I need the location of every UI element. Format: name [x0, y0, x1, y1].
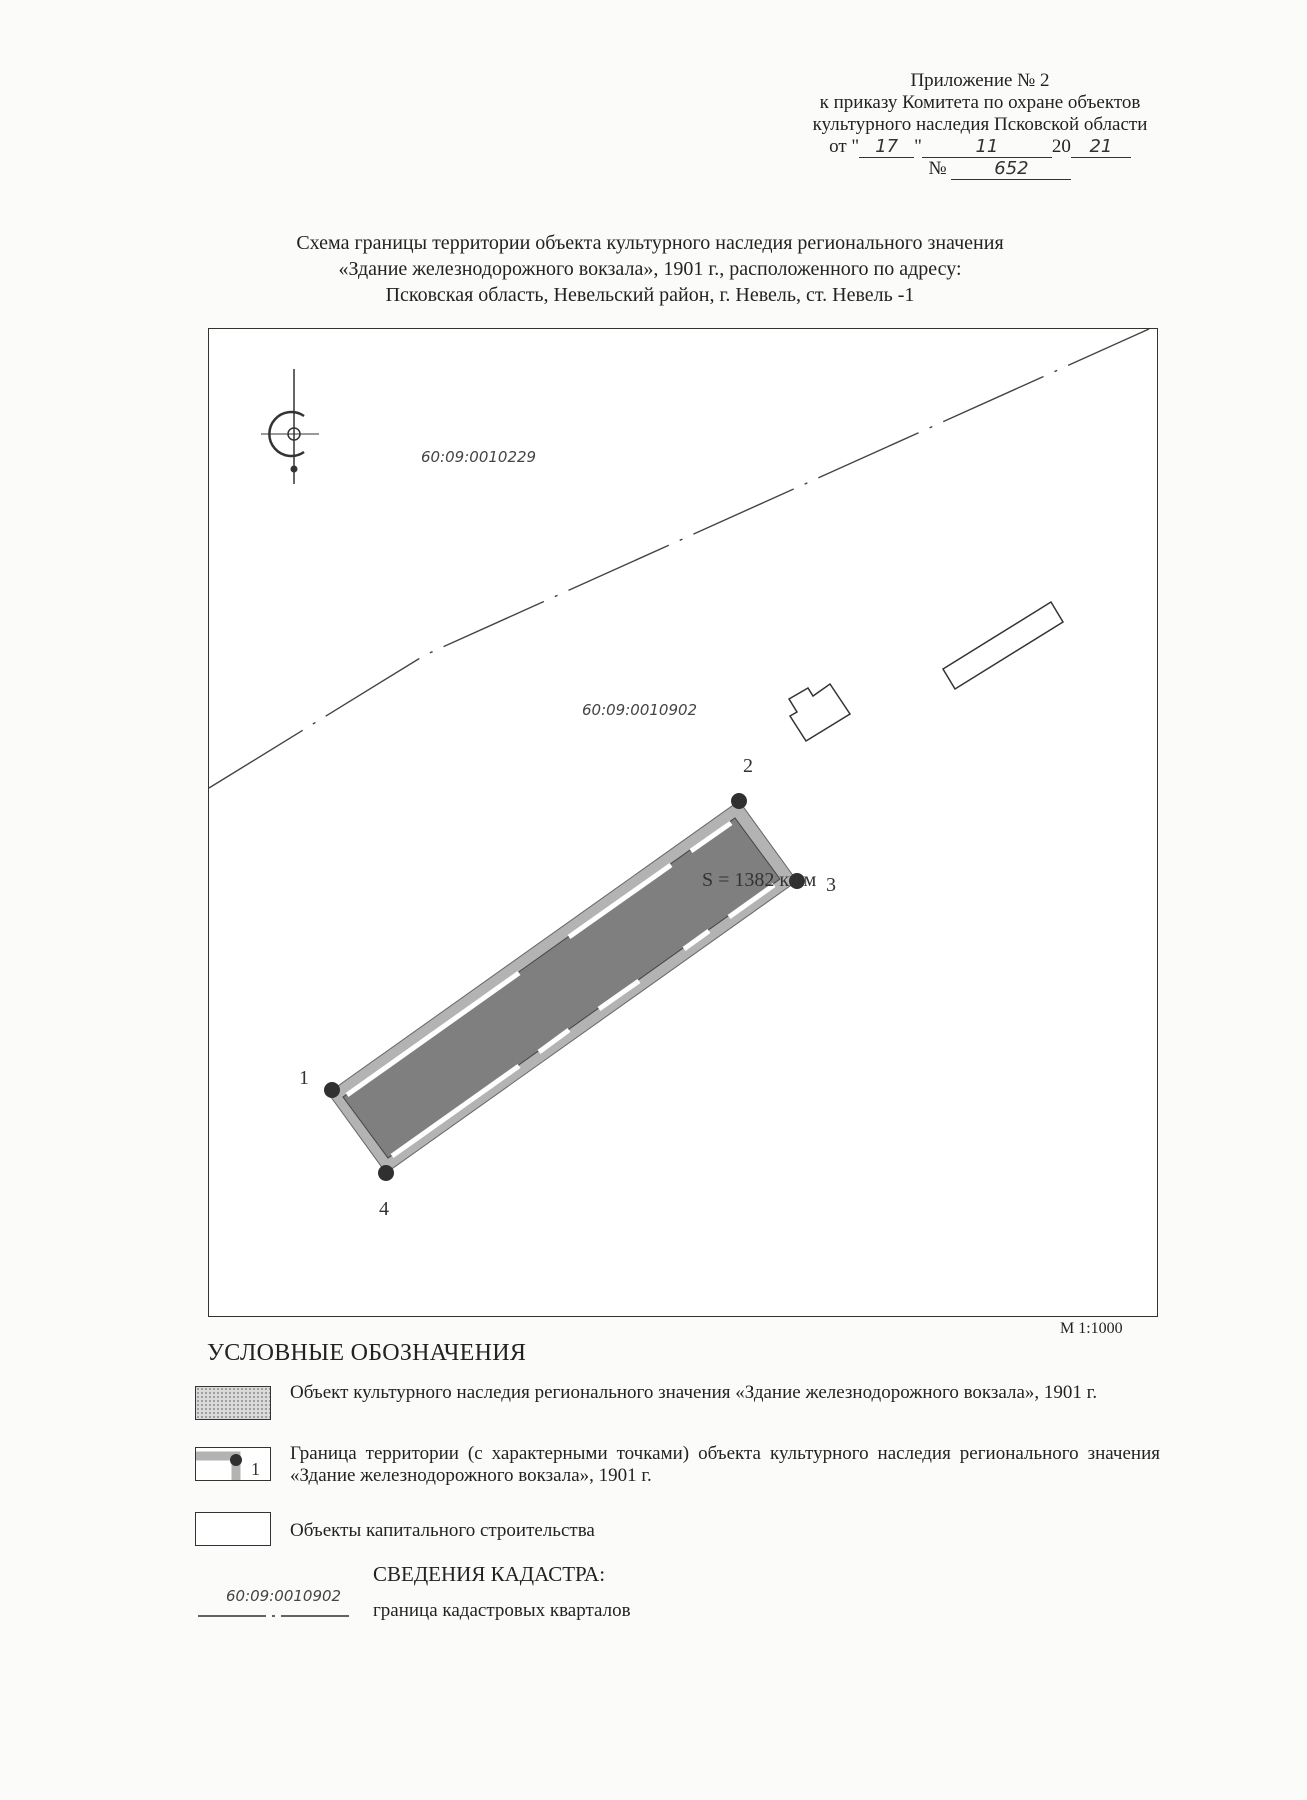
boundary-point-label-1: 1 — [299, 1067, 309, 1089]
legend-text-capital: Объекты капитального строительства — [290, 1520, 595, 1541]
cadastre-sample-label: 60:09:0010902 — [226, 1587, 342, 1605]
order-date: от " 17 " 11 20 21 — [700, 136, 1260, 158]
date-year: 21 — [1071, 137, 1131, 158]
map-canvas — [209, 329, 1157, 1316]
legend-swatch-building — [195, 1386, 271, 1420]
cadastre-info-title: СВЕДЕНИЯ КАДАСТРА: — [373, 1562, 606, 1586]
capital-building-long — [943, 602, 1063, 689]
scheme-title: Схема границы территории объекта культурного наследия регионального значения «Здание железнодорожного вокзала», 1901 г., расположенного по адресу: Псковская область, Невельский район, г. Невель, ст. Невель -1 — [296, 232, 1004, 306]
legend-text-boundary: Граница территории (с характерными точками) объекта культурного наследия регионального значения «Здание железнодорожного вокзала», 1901 г. — [290, 1443, 1160, 1486]
map-scale: М 1:1000 — [1060, 1320, 1123, 1337]
cadastral-boundary-line — [209, 329, 1149, 788]
svg-text:1: 1 — [251, 1459, 260, 1479]
appendix-number: Приложение № 2 — [910, 70, 1050, 91]
boundary-point-4 — [378, 1165, 394, 1181]
cadastral-label-lower: 60:09:0010902 — [582, 701, 698, 719]
order-number: № 652 — [700, 158, 1260, 180]
area-label: S = 1382 кв.м — [702, 869, 817, 891]
cadastral-label-upper: 60:09:0010229 — [421, 448, 537, 466]
legend-swatch-capital — [195, 1512, 271, 1546]
committee-name: культурного наследия Псковской области — [812, 114, 1148, 135]
legend-swatch-boundary — [195, 1447, 271, 1481]
legend-title: УСЛОВНЫЕ ОБОЗНАЧЕНИЯ — [207, 1340, 527, 1366]
legend-item-heritage-object — [195, 1382, 1160, 1430]
date-month: 11 — [922, 137, 1052, 158]
appendix-header — [700, 70, 1260, 180]
legend-text-heritage-object: Объект культурного наследия регионального значения «Здание железнодорожного вокзала», 1901 г. — [290, 1382, 1098, 1403]
north-arrow-icon — [261, 369, 319, 484]
date-day: 17 — [859, 137, 914, 158]
boundary-point-label-3: 3 — [826, 874, 836, 896]
boundary-point-label-2: 2 — [743, 755, 753, 777]
capital-building-small — [789, 684, 850, 741]
order-reference: к приказу Комитета по охране объектов — [819, 92, 1141, 113]
legend-item-capital-construction — [195, 1512, 1160, 1552]
legend-item-boundary — [195, 1443, 1160, 1491]
order-number-value: 652 — [951, 159, 1071, 180]
cadastre-line-sample — [196, 1583, 351, 1623]
boundary-point-icon — [196, 1448, 270, 1480]
boundary-point-label-4: 4 — [379, 1198, 389, 1220]
boundary-point-1 — [324, 1082, 340, 1098]
boundary-point-2 — [731, 793, 747, 809]
cadastre-boundary-description: граница кадастровых кварталов — [373, 1600, 631, 1621]
map-frame — [208, 328, 1158, 1317]
